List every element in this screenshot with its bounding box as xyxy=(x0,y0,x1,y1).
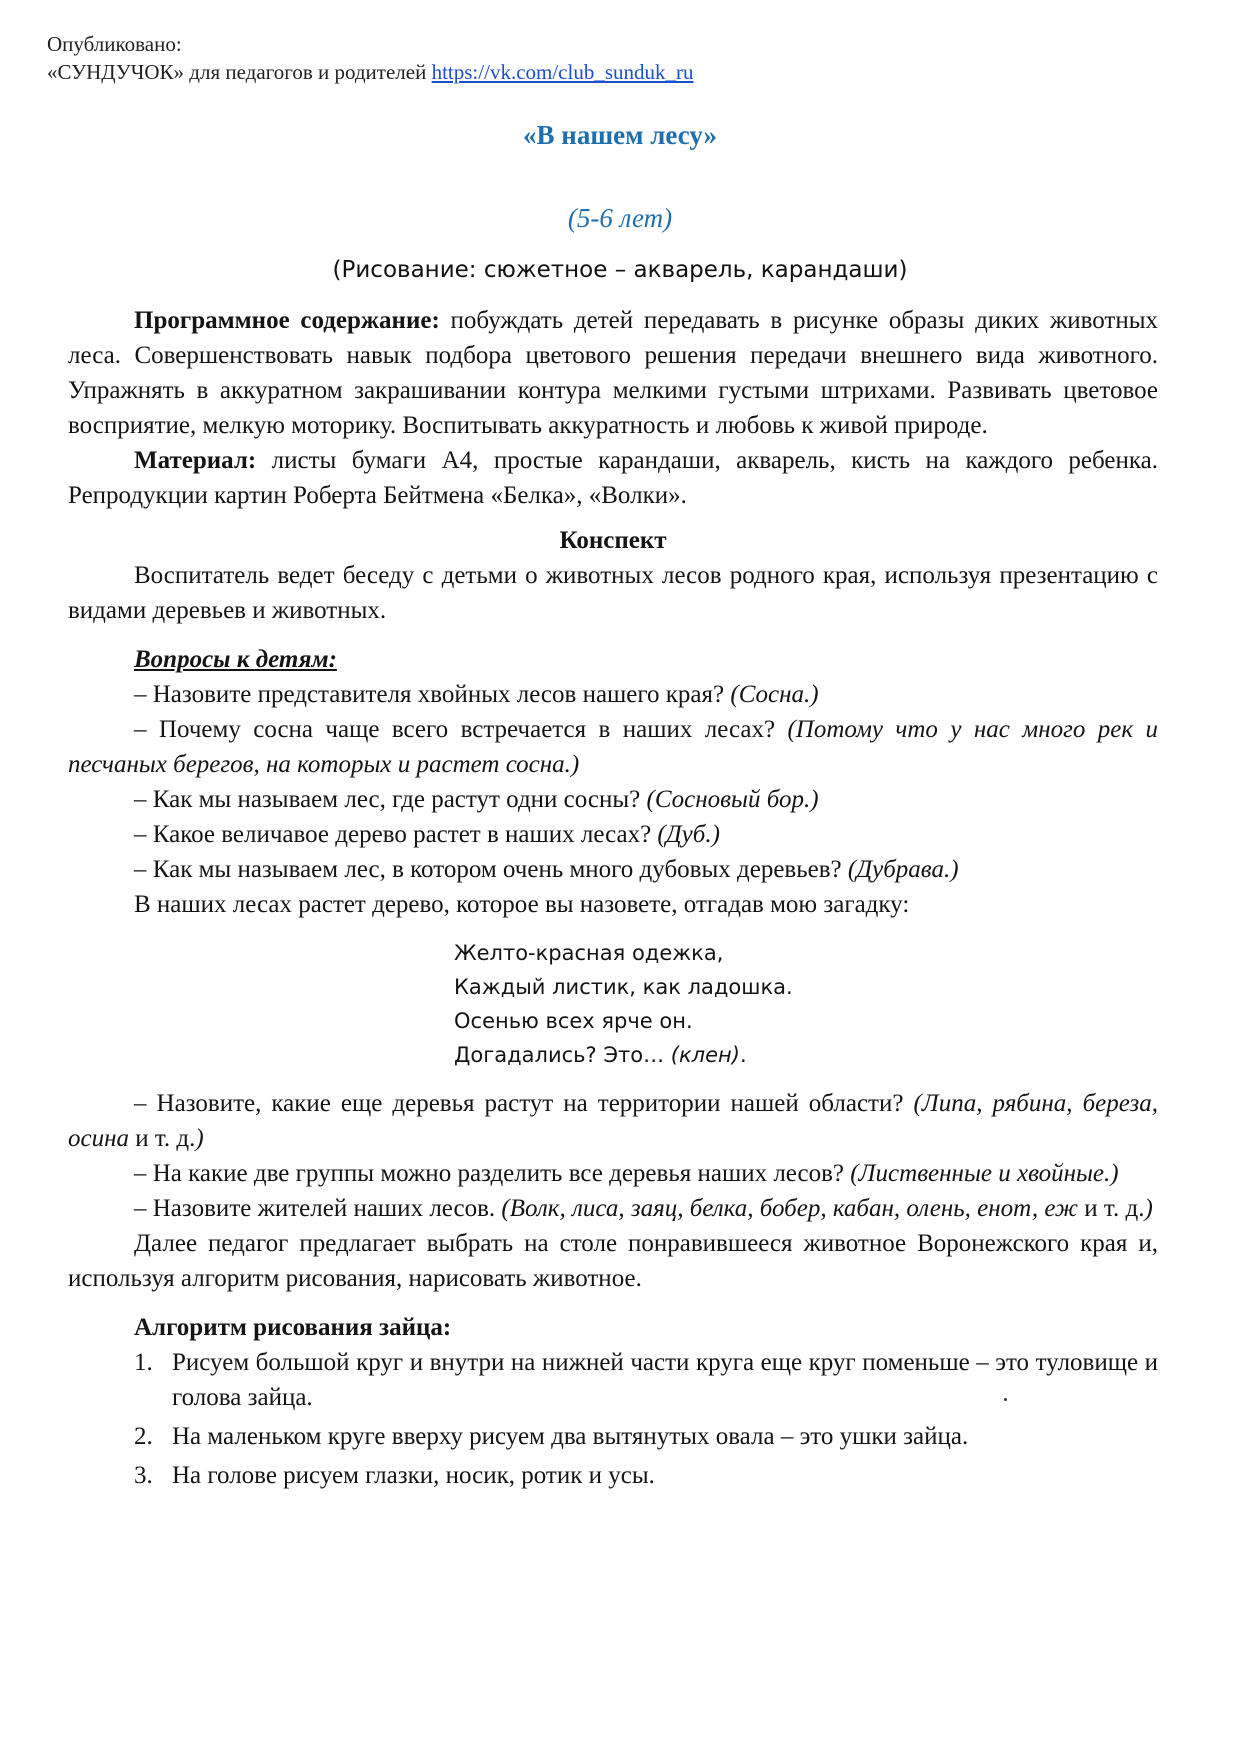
algorithm-steps xyxy=(68,1345,1158,1493)
question-item: – Назовите, какие еще деревья растут на территории нашей области? (Липа, рябина, береза, осина и т. д.) xyxy=(68,1090,1159,1152)
riddle-answer: (клен) xyxy=(670,1043,740,1067)
question-item: – Назовите жителей наших лесов. (Волк, лиса, заяц, белка, бобер, кабан, олень, енот, еж и т. д.) xyxy=(134,1195,1153,1222)
riddle-intro: В наших лесах растет дерево, которое вы назовете, отгадав мою загадку: xyxy=(134,891,910,918)
activity-subtitle: (Рисование: сюжетное – акварель, карандаши) xyxy=(332,257,908,283)
lesson-content xyxy=(68,303,1158,1497)
riddle-poem xyxy=(454,936,1158,1072)
riddle-line: Каждый листик, как ладошка. xyxy=(454,975,793,999)
age-range: (5-6 лет) xyxy=(567,203,673,233)
program-paragraph xyxy=(68,303,1158,443)
question-item: – Какое величавое дерево растет в наших лесах? (Дуб.) xyxy=(134,821,720,848)
publisher-link[interactable]: https://vk.com/club_sunduk_ru xyxy=(431,60,694,84)
question-item: – Назовите представителя хвойных лесов нашего края? (Сосна.) xyxy=(134,681,819,708)
closing-paragraph: Далее педагог предлагает выбрать на столе понравившееся животное Воронежского края и, используя алгоритм рисования, нарисовать животное. xyxy=(68,1230,1158,1292)
program-text: побуждать детей передавать в рисунке образы диких животных леса. Совершенствовать навык подбора цветового решения передачи внешнего вида животного. Упражнять в аккуратном закрашивании контура мелкими густыми штрихами. Развивать цветовое восприятие, мелкую моторику. Воспитывать аккуратность и любовь к живой природе. xyxy=(68,307,1158,439)
riddle-line: Желто-красная одежка, xyxy=(454,941,724,965)
intro-paragraph: Воспитатель ведет беседу с детьми о животных лесов родного края, используя презентацию с видами деревьев и животных. xyxy=(68,562,1158,624)
algorithm-step: 2. На маленьком круге вверху рисуем два вытянутых овала – это ушки зайца. xyxy=(134,1423,969,1450)
riddle-line: Догадались? Это… (клен). xyxy=(454,1043,747,1067)
questions-heading: Вопросы к детям: xyxy=(134,646,337,673)
publisher-line xyxy=(47,58,694,86)
question-item: – Как мы называем лес, в котором очень много дубовых деревьев? (Дубрава.) xyxy=(134,856,959,883)
algorithm-title: Алгоритм рисования зайца: xyxy=(134,1314,452,1341)
material-paragraph xyxy=(68,443,1158,513)
scan-speck xyxy=(1004,1398,1007,1401)
question-item: – Почему сосна чаще всего встречается в наших лесах? (Потому что у нас много рек и песчаных берегов, на которых и растет сосна.) xyxy=(68,716,1158,778)
page-title: «В нашем лесу» xyxy=(523,120,717,150)
question-item: – На какие две группы можно разделить все деревья наших лесов? (Лиственные и хвойные.) xyxy=(134,1160,1119,1187)
algorithm-step: 3. На голове рисуем глазки, носик, ротик и усы. xyxy=(134,1462,655,1489)
publication-header xyxy=(47,30,694,86)
published-label: Опубликовано: xyxy=(47,32,182,56)
publisher-name: «СУНДУЧОК» для педагогов и родителей xyxy=(47,60,432,84)
riddle-line: Осенью всех ярче он. xyxy=(454,1009,693,1033)
konspekt-heading: Конспект xyxy=(559,527,667,554)
program-label: Программное содержание: xyxy=(134,307,440,334)
question-item: – Как мы называем лес, где растут одни сосны? (Сосновый бор.) xyxy=(134,786,819,813)
material-label: Материал: xyxy=(134,447,257,474)
material-text: листы бумаги А4, простые карандаши, акварель, кисть на каждого ребенка. Репродукции картин Роберта Бейтмена «Белка», «Волки». xyxy=(68,447,1158,509)
algorithm-step: 1. Рисуем большой круг и внутри на нижней части круга еще круг поменьше – это туловище и голова зайца. xyxy=(134,1349,1158,1411)
